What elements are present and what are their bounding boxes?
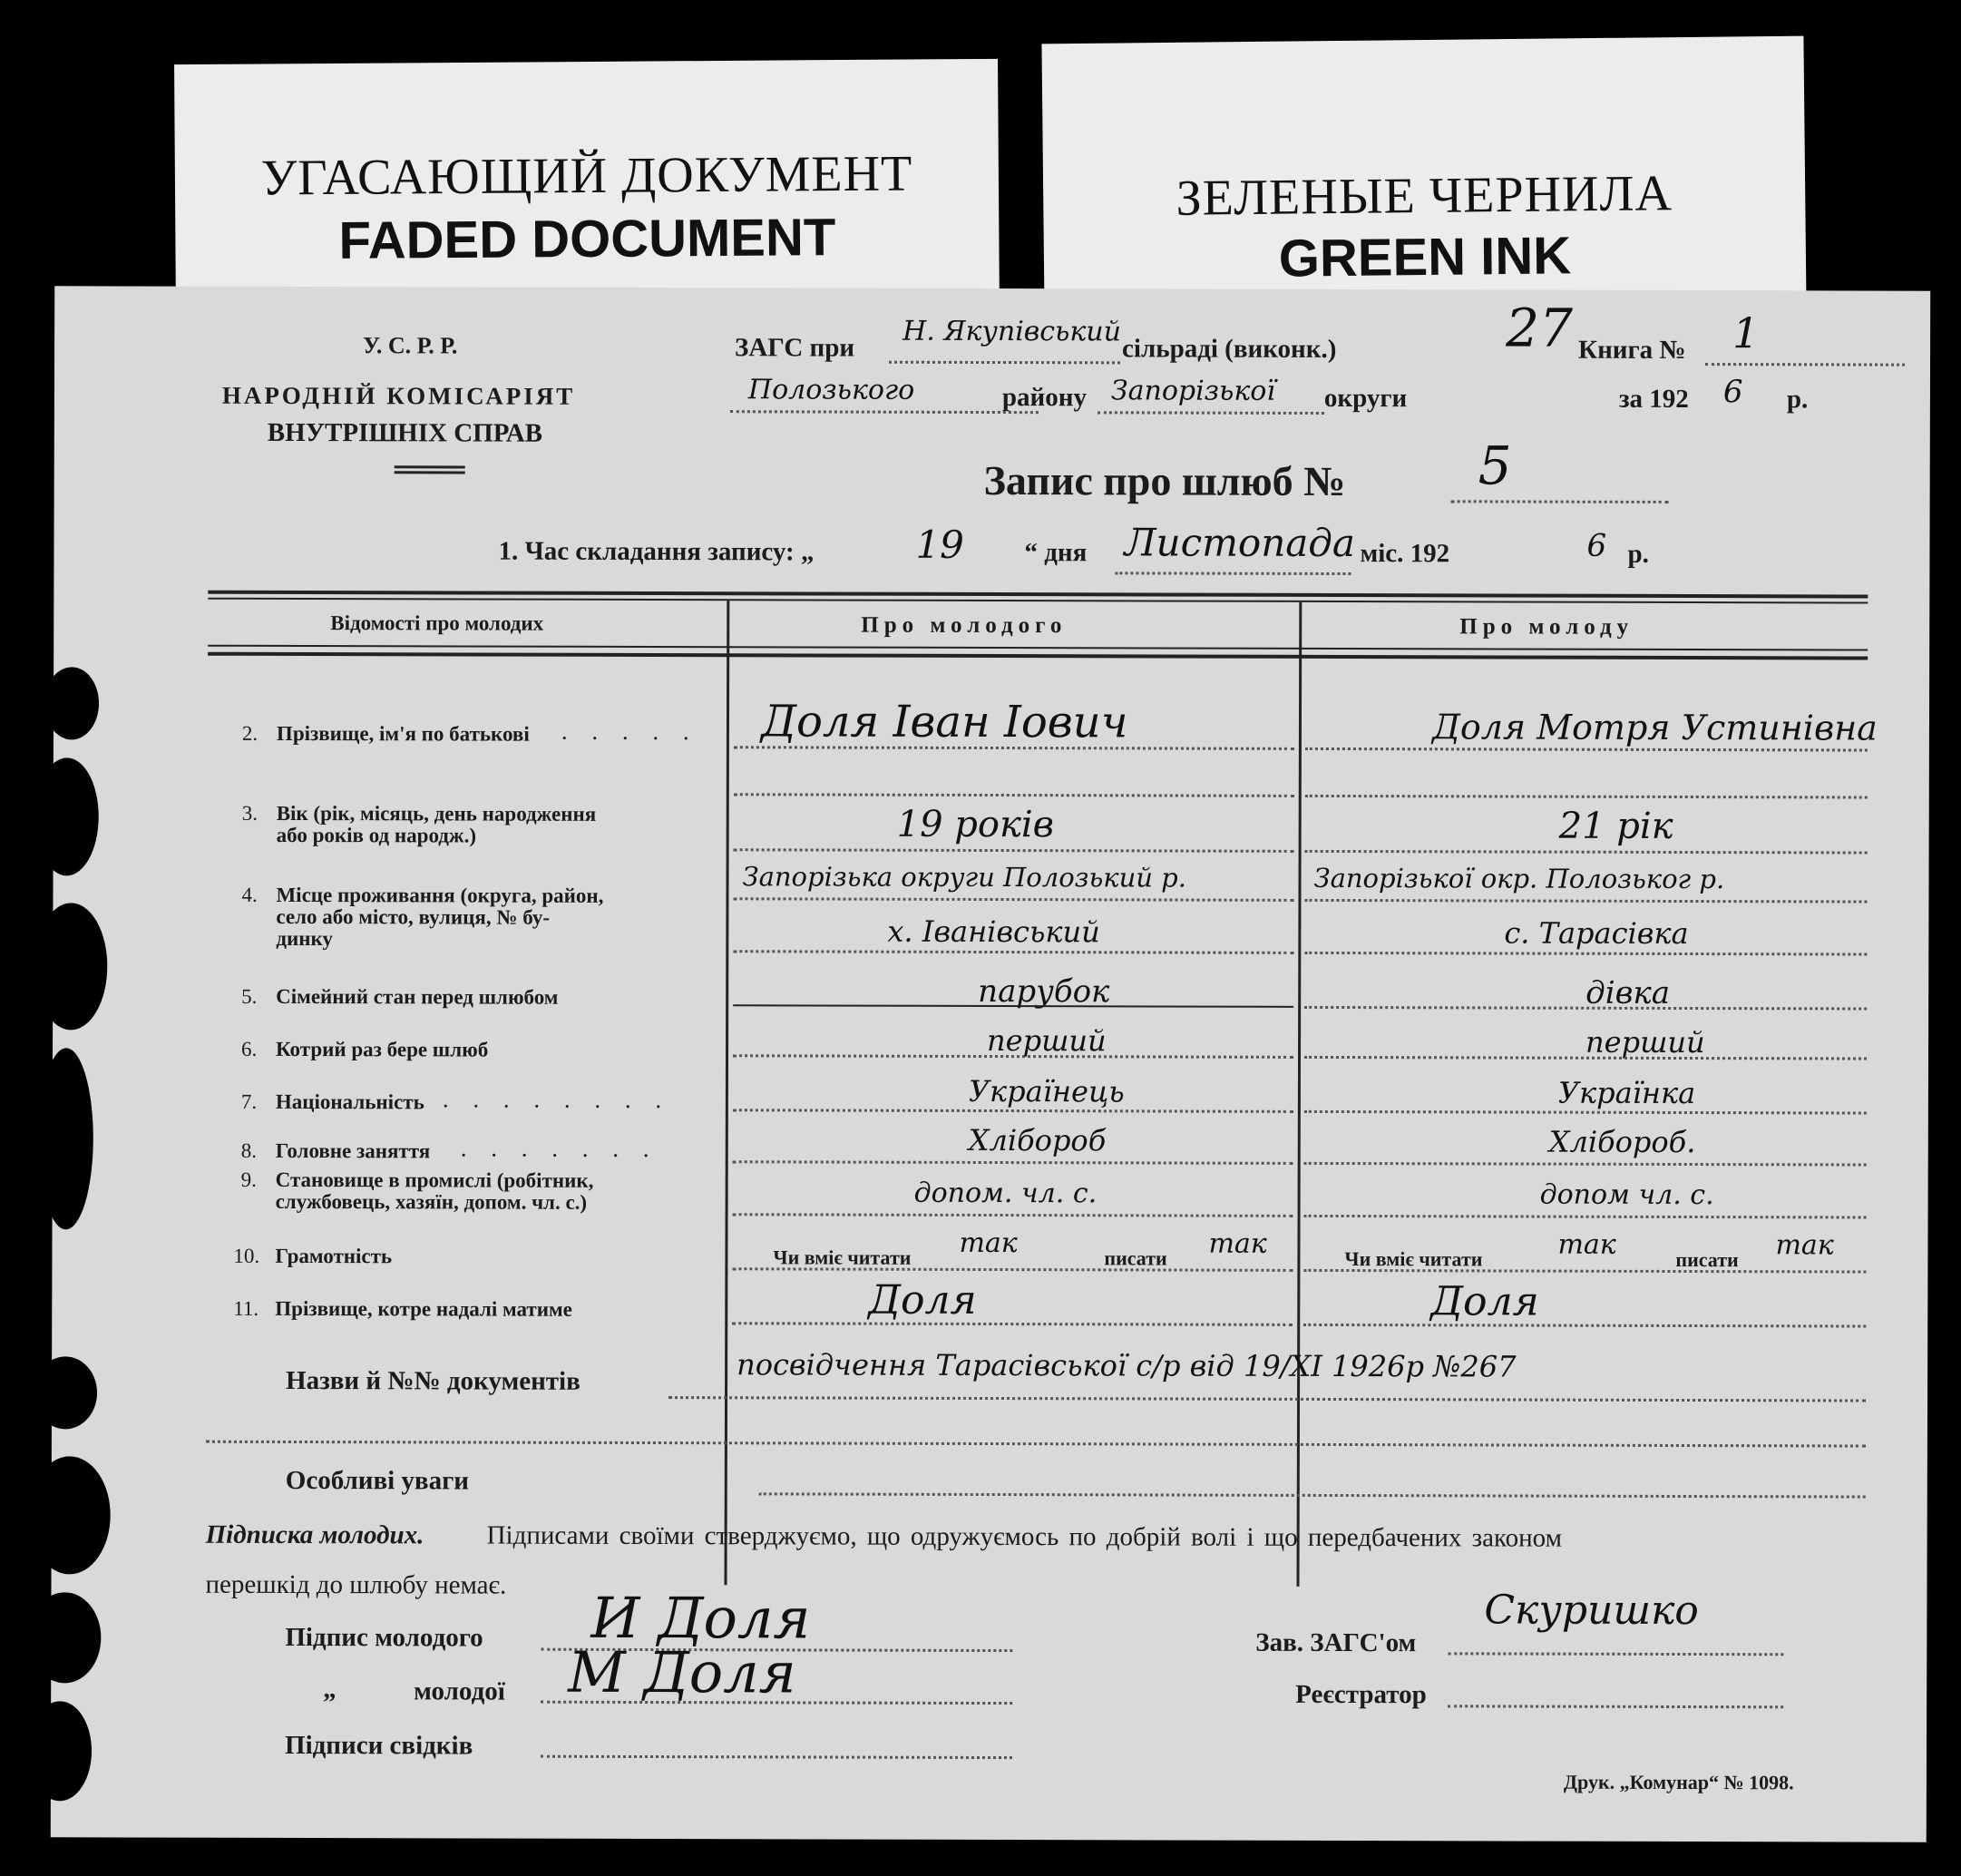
damage-mark [28, 1701, 92, 1801]
marriage-record-form [51, 286, 1930, 1842]
dotted-line [733, 1054, 1293, 1059]
row-number: 3. [241, 801, 259, 825]
row-label: Національність [275, 1089, 424, 1114]
column-header-groom: Про молодого [861, 612, 1068, 639]
groom-signature-label: Підпис молодого [285, 1622, 483, 1653]
record-number: 5 [1478, 435, 1512, 497]
page-number: 27 [1506, 297, 1574, 359]
row-label: Становище в промислі (робітник, [275, 1168, 594, 1192]
head-label: Зав. ЗАГС'ом [1255, 1627, 1417, 1658]
groom-residence: Запорізька округи Полозький р. [742, 861, 1187, 894]
dotted-line [1303, 1324, 1866, 1328]
ussr-heading: У. С. Р. Р. [363, 332, 458, 359]
dotted-line [1303, 1269, 1866, 1274]
row-number: 10. [233, 1244, 260, 1267]
bride-status: допом чл. с. [1539, 1178, 1714, 1212]
dotted-line [1098, 411, 1324, 415]
registrar-label: Реєстратор [1295, 1679, 1427, 1710]
bride-name: Доля Мотря Устинівна [1431, 707, 1878, 748]
dotted-line [889, 361, 1120, 365]
record-month-suffix: міс. 192 [1360, 539, 1450, 569]
groom-residence-2: х. Іванівський [887, 914, 1100, 950]
dotted-line [1304, 952, 1867, 956]
district-label: району [1001, 383, 1088, 413]
table-header-rule [208, 645, 1868, 651]
dotted-line [1304, 1056, 1867, 1060]
groom-signature: И Доля [590, 1584, 811, 1652]
row-label: Прізвище, ім'я по батькові [276, 721, 530, 746]
dotted-line [733, 1109, 1293, 1113]
bride-marital: дівка [1585, 974, 1671, 1011]
bride-read-label: Чи вміє читати [1344, 1247, 1483, 1271]
column-divider [1296, 602, 1302, 1587]
declaration-text: Підписами своїми стверджуємо, що одружуємось по добрій волі і що передбачених законом [486, 1520, 1563, 1553]
declaration-text-2: перешкід до шлюбу немає. [205, 1569, 507, 1600]
table-header-rule [208, 652, 1868, 660]
groom-status: допом. чл. с. [913, 1177, 1098, 1210]
groom-future-surname: Доля [868, 1276, 977, 1324]
documents-value: посвідчення Тарасівської с/р від 19/XI 1926р №267 [737, 1347, 1517, 1384]
table-top-rule [208, 591, 1868, 599]
okruha-value: Запорізької [1110, 375, 1276, 407]
dotted-line [734, 746, 1294, 750]
green-ink-card [1041, 36, 1806, 317]
selradi-label: сільраді (виконк.) [1122, 334, 1337, 364]
groom-read-label: Чи вміє читати [773, 1246, 912, 1269]
row-label-cont: динку [276, 926, 333, 951]
row-number: 11. [233, 1296, 259, 1320]
bride-read: так [1557, 1228, 1616, 1261]
groom-marriage-count: перший [987, 1022, 1107, 1059]
bride-future-surname: Доля [1430, 1278, 1539, 1325]
card-ru-text: УГАСАЮЩИЙ ДОКУМЕНТ [260, 145, 913, 207]
year-value: 6 [1722, 374, 1743, 411]
row-label: Вік (рік, місяць, день народження [276, 801, 597, 826]
bride-signature: М Доля [568, 1638, 796, 1706]
dotted-line [1305, 795, 1868, 799]
dotted-line [1304, 1215, 1867, 1219]
record-month: Листопада [1124, 520, 1356, 566]
faded-document-card [174, 59, 1000, 315]
damage-mark [35, 757, 99, 875]
dotted-line [668, 1396, 1866, 1402]
bride-quote: „ [323, 1675, 337, 1705]
zags-label: ЗАГС при [735, 333, 855, 363]
bride-age: 21 рік [1558, 805, 1673, 847]
dotted-line [733, 897, 1293, 902]
row-number: 5. [241, 984, 258, 1008]
record-title: Запис про шлюб № [983, 456, 1346, 505]
district-value: Полозького [747, 374, 915, 406]
groom-write: так [1208, 1227, 1267, 1260]
dotted-line [1115, 572, 1351, 575]
bride-write-label: писати [1675, 1247, 1739, 1272]
dotted-line [1304, 1162, 1867, 1167]
dotted-line [206, 1441, 1866, 1448]
dotted-line [732, 1322, 1293, 1326]
year-label: за 192 [1618, 384, 1689, 415]
card-ru-text: ЗЕЛЕНЫЕ ЧЕРНИЛА [1176, 165, 1673, 227]
dotted-line [1304, 899, 1867, 904]
dotted-line [733, 950, 1293, 954]
row-number: 4. [241, 883, 258, 906]
row-label: Грамотність [275, 1244, 393, 1268]
record-time-label: 1. Час складання запису: „ [498, 536, 815, 567]
dotted-line [541, 1755, 1012, 1759]
divider [395, 465, 465, 468]
commissariat-line-1: НАРОДНІЙ КОМІСАРІЯТ [221, 381, 576, 410]
column-divider [724, 601, 729, 1585]
bride-residence-2: с. Тарасівка [1504, 915, 1689, 952]
row-number: 8. [240, 1138, 258, 1162]
dot-leader: . . . . . [561, 717, 698, 746]
dotted-line [1304, 1110, 1867, 1115]
damage-mark [28, 1592, 101, 1683]
record-year-suffix: р. [1627, 539, 1649, 569]
record-day-suffix: “ дня [1024, 538, 1088, 568]
dotted-line [1448, 1705, 1783, 1708]
dotted-line [734, 793, 1294, 797]
commissariat-line-2: ВНУТРІШНІХ СПРАВ [267, 417, 543, 448]
dot-leader: . . . . . . . [460, 1134, 659, 1163]
book-label: Книга № [1578, 335, 1686, 366]
documents-label: Назви й №№ документів [286, 1365, 580, 1396]
bride-write: так [1775, 1229, 1834, 1262]
row-label: Місце проживання (округа, район, [276, 883, 604, 907]
dotted-line [734, 848, 1294, 853]
column-header-info: Відомості про молодих [330, 611, 544, 635]
damage-mark [29, 1456, 111, 1574]
bride-signature-label: молодої [414, 1676, 505, 1706]
dotted-line [733, 1213, 1293, 1217]
dotted-line [732, 1267, 1293, 1272]
row-number: 7. [240, 1089, 258, 1113]
bride-residence: Запорізької окр. Полозьког р. [1313, 862, 1725, 895]
row-label: Котрий раз бере шлюб [276, 1037, 489, 1061]
damage-mark [44, 667, 99, 739]
groom-age: 19 років [896, 803, 1055, 846]
dotted-line [1305, 850, 1868, 855]
head-signature: Скуришко [1484, 1587, 1699, 1635]
year-suffix: р. [1786, 385, 1809, 415]
table-top-rule [208, 598, 1868, 604]
remarks-label: Особливі уваги [285, 1465, 470, 1496]
row-number: 9. [240, 1168, 257, 1191]
damage-mark [34, 903, 107, 1030]
damage-mark [39, 1048, 94, 1229]
row-label: Прізвище, котре надалі матиме [275, 1296, 572, 1321]
book-value: 1 [1732, 308, 1760, 358]
dotted-line [1448, 1652, 1783, 1656]
dotted-line [1451, 500, 1669, 503]
row-label-cont: службовець, хазяїн, допом. чл. с.) [275, 1189, 588, 1214]
damage-mark [34, 1356, 97, 1429]
okruha-label: округи [1323, 383, 1408, 414]
record-day: 19 [915, 522, 965, 567]
groom-nationality: Українець [968, 1073, 1125, 1109]
groom-read: так [959, 1226, 1018, 1260]
card-en-text: GREEN INK [1278, 226, 1572, 288]
groom-name: Доля Іван Іович [760, 696, 1128, 748]
groom-occupation: Хлібороб [968, 1122, 1107, 1158]
bride-marriage-count: перший [1585, 1024, 1705, 1060]
dotted-line [759, 1492, 1866, 1498]
divider [395, 471, 465, 474]
row-number: 6. [241, 1037, 258, 1060]
witnesses-label: Підписи свідків [284, 1730, 473, 1761]
dotted-line [730, 410, 1039, 414]
column-header-bride: Про молоду [1459, 614, 1634, 640]
row-label-cont: село або місто, вулиця, № бу- [276, 904, 551, 929]
printer-imprint: Друк. „Комунар“ № 1098. [1563, 1770, 1794, 1794]
dotted-line [733, 1160, 1293, 1165]
record-year-digit: 6 [1586, 527, 1607, 564]
dot-leader: . . . . . . . . [442, 1085, 671, 1114]
dotted-line [1305, 747, 1868, 752]
zags-value: Н. Якупівський [902, 315, 1122, 348]
groom-marital: парубок [978, 972, 1110, 1011]
groom-write-label: писати [1104, 1246, 1167, 1270]
bride-nationality: Українка [1557, 1075, 1696, 1111]
card-en-text: FADED DOCUMENT [338, 208, 836, 270]
row-label: Сімейний стан перед шлюбом [276, 984, 559, 1009]
declaration-lead: Підписка молодих. [205, 1519, 424, 1550]
dotted-line [1705, 363, 1905, 366]
row-label: Головне заняття [275, 1138, 431, 1163]
row-label-cont: або років од народж.) [276, 823, 477, 847]
row-number: 2. [241, 721, 259, 745]
bride-occupation: Хлібороб. [1548, 1124, 1696, 1160]
